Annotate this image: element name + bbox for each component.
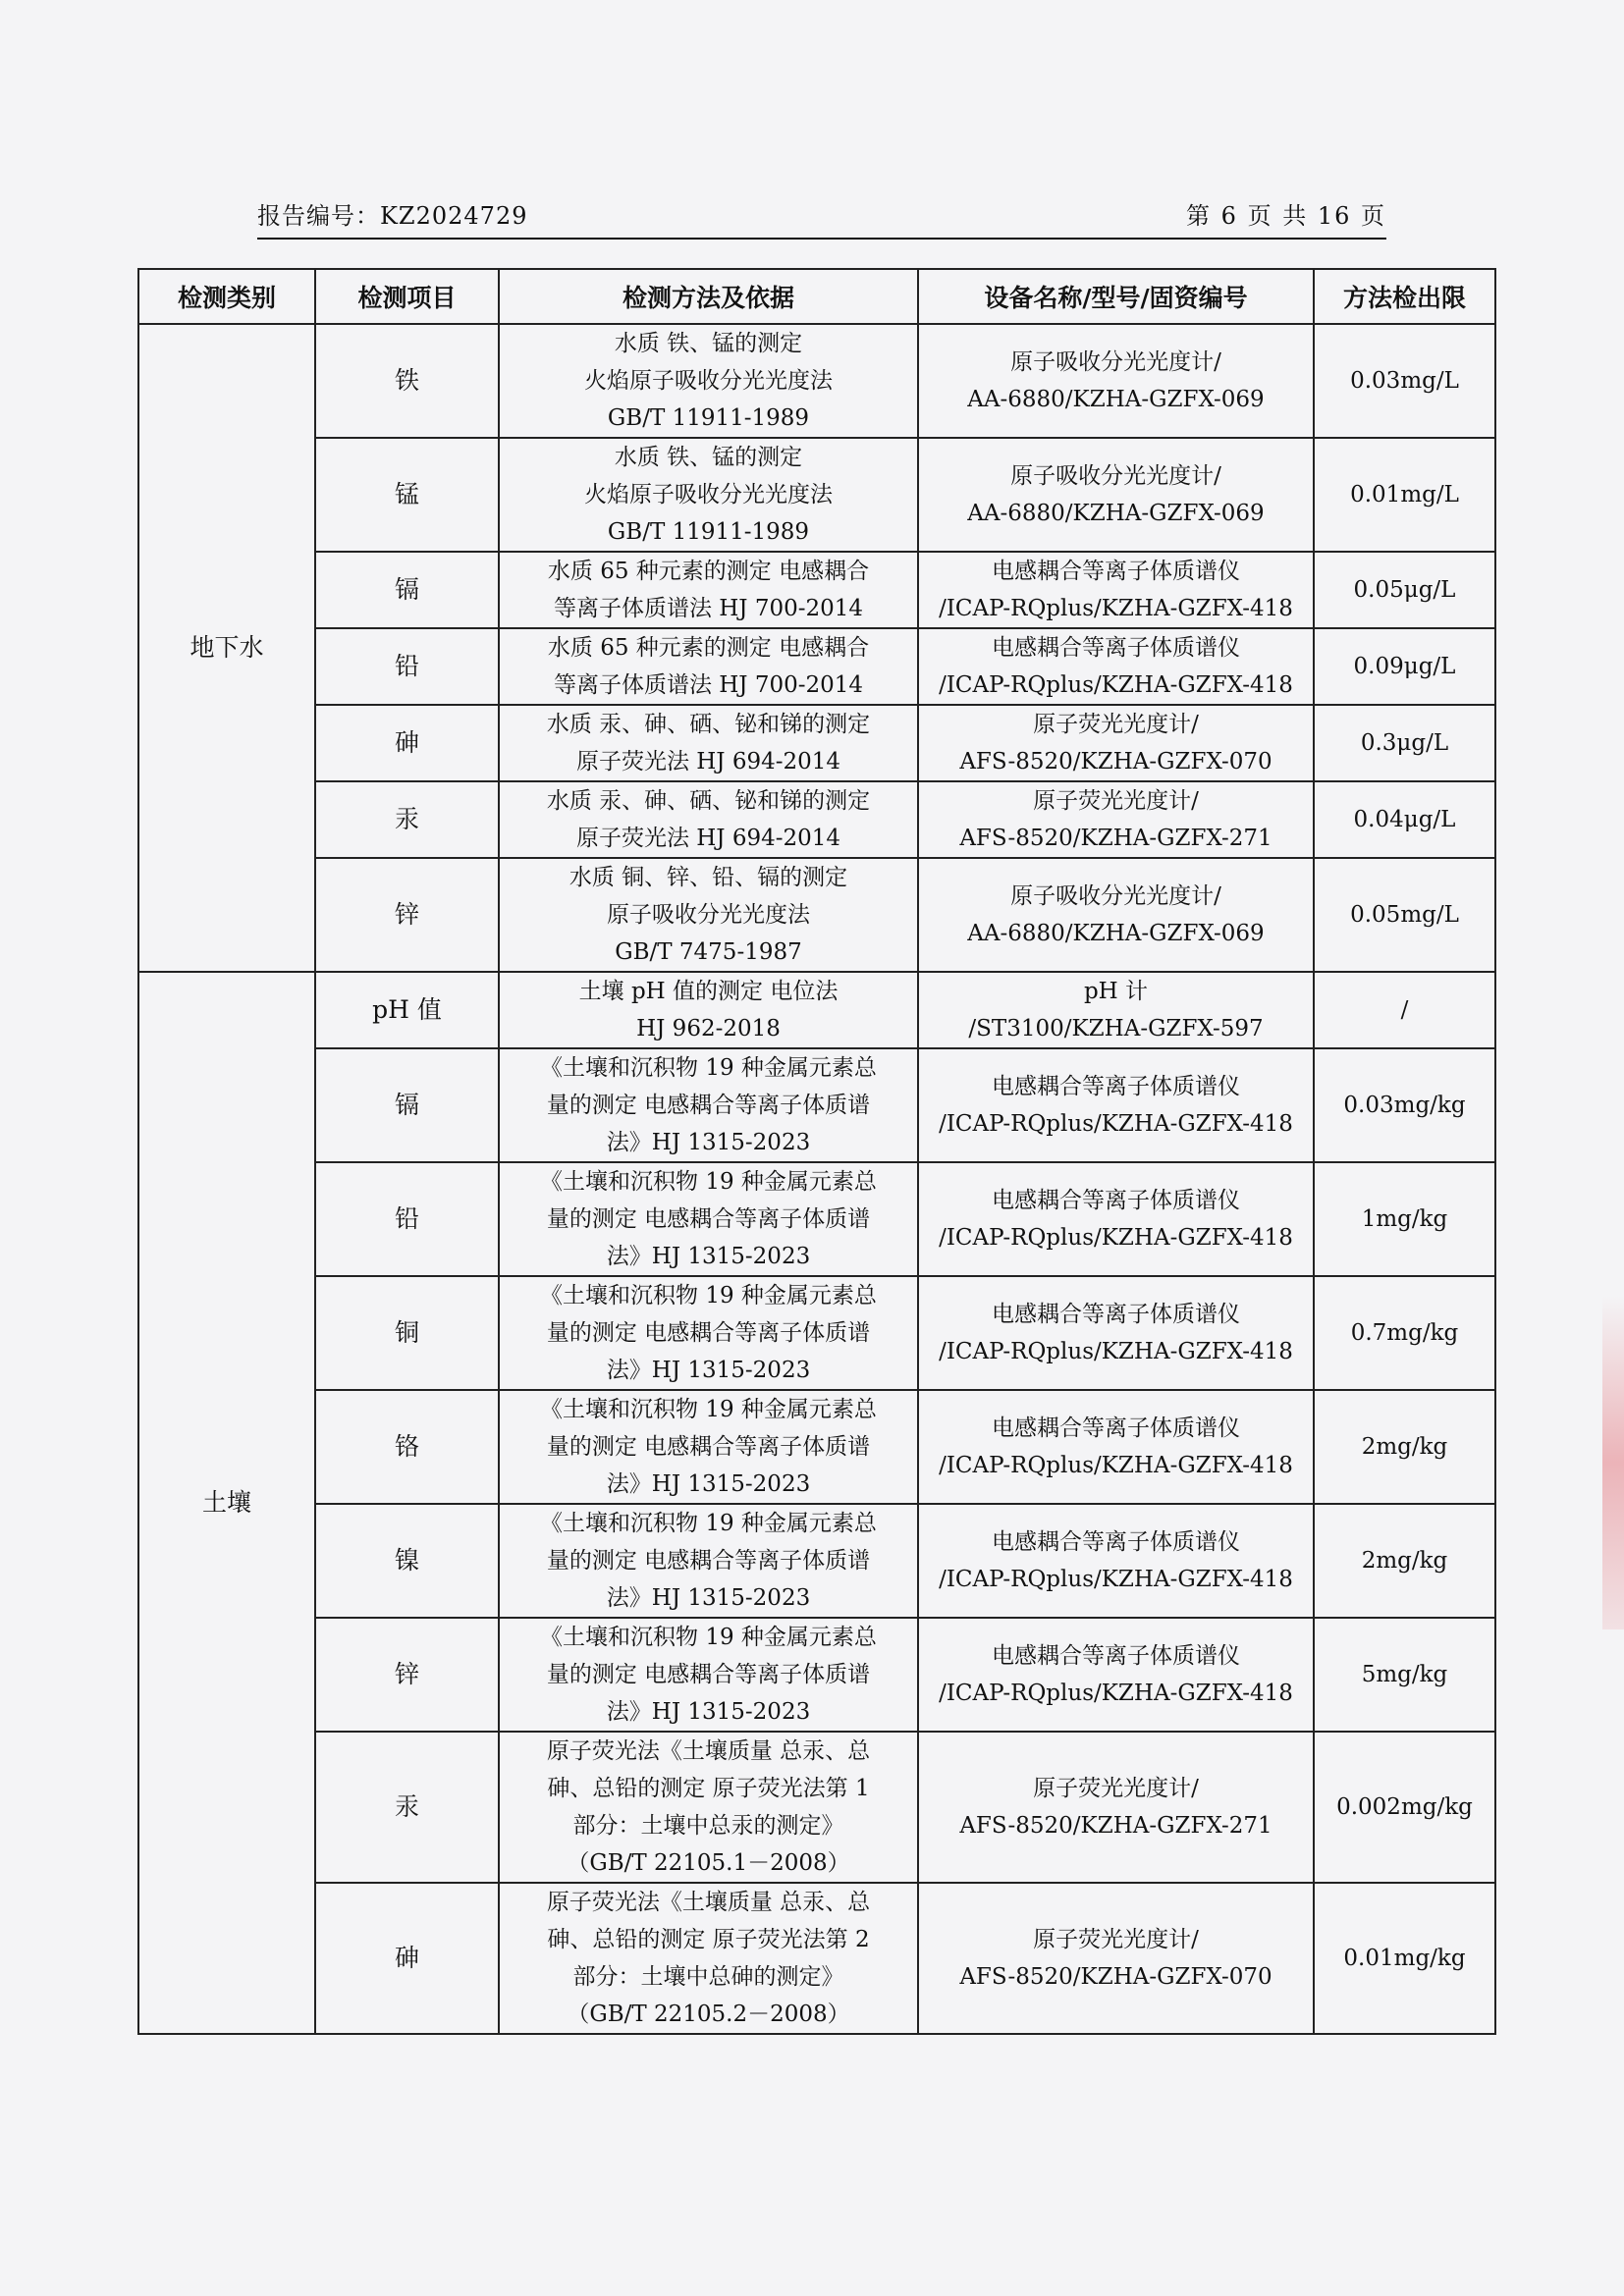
method-line: 水质 铜、锌、铅、镉的测定 (568, 865, 848, 890)
col-header-equipment: 设备名称/型号/固资编号 (918, 269, 1314, 324)
method-cell (499, 1732, 918, 1883)
limit-cell: 0.04μg/L (1314, 781, 1495, 858)
table-row (138, 1883, 1495, 2034)
equipment-cell (918, 1162, 1314, 1276)
item-cell: 镉 (315, 1048, 499, 1162)
method-line: 量的测定 电感耦合等离子体质谱 (546, 1662, 871, 1687)
method-line: 法》HJ 1315-2023 (606, 1585, 811, 1611)
method-line: 量的测定 电感耦合等离子体质谱 (546, 1548, 871, 1574)
table-row (138, 628, 1495, 705)
table-row (138, 972, 1495, 1048)
method-cell (499, 972, 918, 1048)
equipment-line: /ICAP-RQplus/KZHA-GZFX-418 (939, 1681, 1293, 1706)
limit-cell: 0.05μg/L (1314, 552, 1495, 628)
item-cell: 铅 (315, 628, 499, 705)
table-row (138, 1504, 1495, 1618)
equipment-line: 电感耦合等离子体质谱仪 (992, 1188, 1240, 1213)
item-cell: 锰 (315, 438, 499, 552)
detection-methods-table (137, 268, 1496, 2035)
method-line: 量的测定 电感耦合等离子体质谱 (546, 1206, 871, 1232)
equipment-cell (918, 858, 1314, 972)
item-cell: 汞 (315, 781, 499, 858)
method-line: GB/T 11911-1989 (607, 405, 810, 431)
equipment-line: AFS-8520/KZHA-GZFX-070 (959, 749, 1272, 774)
equipment-cell (918, 1732, 1314, 1883)
limit-cell: 0.03mg/kg (1314, 1048, 1495, 1162)
equipment-line: pH 计 (1083, 979, 1149, 1004)
equipment-line: 原子荧光光度计/ (1033, 788, 1199, 814)
item-cell: 锌 (315, 858, 499, 972)
method-line: 法》HJ 1315-2023 (606, 1699, 811, 1725)
method-line: 等离子体质谱法 HJ 700-2014 (553, 596, 864, 621)
table-row (138, 1390, 1495, 1504)
limit-cell: 2mg/kg (1314, 1390, 1495, 1504)
table-row (138, 1162, 1495, 1276)
equipment-line: 电感耦合等离子体质谱仪 (992, 1643, 1240, 1669)
method-line: 水质 65 种元素的测定 电感耦合 (547, 635, 870, 661)
method-line: 砷、总铅的测定 原子荧光法第 1 (547, 1776, 870, 1801)
col-header-method: 检测方法及依据 (499, 269, 918, 324)
method-line: 原子吸收分光光度法 (607, 902, 810, 928)
limit-cell: / (1314, 972, 1495, 1048)
method-line: 水质 铁、锰的测定 (614, 331, 803, 356)
method-line: （GB/T 22105.1－2008） (567, 1850, 850, 1876)
table-row (138, 438, 1495, 552)
item-cell: 砷 (315, 705, 499, 781)
equipment-line: 电感耦合等离子体质谱仪 (992, 1074, 1240, 1099)
equipment-cell (918, 1618, 1314, 1732)
method-cell (499, 781, 918, 858)
equipment-line: 电感耦合等离子体质谱仪 (992, 1529, 1240, 1555)
category-cell: 地下水 (138, 324, 315, 972)
method-line: 水质 汞、砷、硒、铋和锑的测定 (546, 712, 871, 737)
method-line: 法》HJ 1315-2023 (606, 1471, 811, 1497)
equipment-cell (918, 552, 1314, 628)
method-cell (499, 1162, 918, 1276)
item-cell: 汞 (315, 1732, 499, 1883)
limit-cell: 0.002mg/kg (1314, 1732, 1495, 1883)
method-line: 法》HJ 1315-2023 (606, 1130, 811, 1155)
equipment-line: AA-6880/KZHA-GZFX-069 (967, 501, 1265, 526)
equipment-cell (918, 628, 1314, 705)
method-line: 砷、总铅的测定 原子荧光法第 2 (547, 1927, 870, 1952)
report-number: 报告编号：KZ2024729 (257, 202, 528, 230)
method-line: GB/T 7475-1987 (615, 939, 802, 965)
equipment-line: /ST3100/KZHA-GZFX-597 (968, 1016, 1264, 1041)
limit-cell: 2mg/kg (1314, 1504, 1495, 1618)
table-row (138, 1276, 1495, 1390)
equipment-line: 电感耦合等离子体质谱仪 (992, 635, 1240, 661)
method-line: 原子荧光法《土壤质量 总汞、总 (546, 1890, 871, 1915)
equipment-line: /ICAP-RQplus/KZHA-GZFX-418 (939, 1225, 1293, 1251)
page-info: 第 6 页 共 16 页 (1186, 202, 1386, 230)
table-row (138, 781, 1495, 858)
limit-cell: 0.01mg/L (1314, 438, 1495, 552)
item-cell: 镍 (315, 1504, 499, 1618)
method-cell (499, 1276, 918, 1390)
equipment-cell (918, 1504, 1314, 1618)
method-line: 《土壤和沉积物 19 种金属元素总 (540, 1283, 877, 1308)
col-header-category: 检测类别 (138, 269, 315, 324)
table-row (138, 552, 1495, 628)
table-row (138, 324, 1495, 438)
limit-cell: 0.3μg/L (1314, 705, 1495, 781)
method-line: 原子荧光法《土壤质量 总汞、总 (546, 1738, 871, 1764)
equipment-cell (918, 1276, 1314, 1390)
method-line: 原子荧光法 HJ 694-2014 (575, 826, 841, 851)
method-cell (499, 858, 918, 972)
method-cell (499, 1048, 918, 1162)
equipment-line: /ICAP-RQplus/KZHA-GZFX-418 (939, 1453, 1293, 1478)
equipment-line: AFS-8520/KZHA-GZFX-271 (959, 1813, 1272, 1839)
method-line: 《土壤和沉积物 19 种金属元素总 (540, 1169, 877, 1195)
item-cell: 铬 (315, 1390, 499, 1504)
method-cell (499, 628, 918, 705)
equipment-line: /ICAP-RQplus/KZHA-GZFX-418 (939, 1111, 1293, 1137)
method-line: 量的测定 电感耦合等离子体质谱 (546, 1093, 871, 1118)
method-cell (499, 1883, 918, 2034)
method-cell (499, 324, 918, 438)
limit-cell: 0.09μg/L (1314, 628, 1495, 705)
item-cell: 镉 (315, 552, 499, 628)
method-line: 部分：土壤中总砷的测定》 (572, 1964, 844, 1990)
table-row (138, 1732, 1495, 1883)
limit-cell: 1mg/kg (1314, 1162, 1495, 1276)
method-line: 火焰原子吸收分光光度法 (584, 482, 833, 507)
equipment-line: AFS-8520/KZHA-GZFX-271 (959, 826, 1272, 851)
table-row (138, 858, 1495, 972)
equipment-line: 原子荧光光度计/ (1033, 1927, 1199, 1952)
method-line: 法》HJ 1315-2023 (606, 1358, 811, 1383)
table-row (138, 1048, 1495, 1162)
col-header-item: 检测项目 (315, 269, 499, 324)
item-cell: 铅 (315, 1162, 499, 1276)
method-line: 土壤 pH 值的测定 电位法 (578, 979, 839, 1004)
item-cell: 铁 (315, 324, 499, 438)
method-cell (499, 552, 918, 628)
equipment-line: 原子吸收分光光度计/ (1010, 349, 1221, 375)
equipment-line: 原子荧光光度计/ (1033, 1776, 1199, 1801)
equipment-cell (918, 705, 1314, 781)
equipment-line: /ICAP-RQplus/KZHA-GZFX-418 (939, 596, 1293, 621)
equipment-line: /ICAP-RQplus/KZHA-GZFX-418 (939, 1567, 1293, 1592)
equipment-line: AA-6880/KZHA-GZFX-069 (967, 387, 1265, 412)
equipment-line: /ICAP-RQplus/KZHA-GZFX-418 (939, 1339, 1293, 1364)
limit-cell: 0.03mg/L (1314, 324, 1495, 438)
limit-cell: 5mg/kg (1314, 1618, 1495, 1732)
equipment-cell (918, 781, 1314, 858)
equipment-cell (918, 324, 1314, 438)
equipment-line: 原子荧光光度计/ (1033, 712, 1199, 737)
equipment-line: AA-6880/KZHA-GZFX-069 (967, 921, 1265, 946)
method-line: GB/T 11911-1989 (607, 519, 810, 545)
method-line: 原子荧光法 HJ 694-2014 (575, 749, 841, 774)
item-cell: 砷 (315, 1883, 499, 2034)
equipment-line: 电感耦合等离子体质谱仪 (992, 1302, 1240, 1327)
equipment-cell (918, 438, 1314, 552)
item-cell: pH 值 (315, 972, 499, 1048)
equipment-cell (918, 1883, 1314, 2034)
item-cell: 锌 (315, 1618, 499, 1732)
equipment-line: 电感耦合等离子体质谱仪 (992, 1415, 1240, 1441)
equipment-line: AFS-8520/KZHA-GZFX-070 (959, 1964, 1272, 1990)
item-cell: 铜 (315, 1276, 499, 1390)
method-cell (499, 705, 918, 781)
equipment-cell (918, 1390, 1314, 1504)
method-line: HJ 962-2018 (636, 1016, 781, 1041)
method-line: 等离子体质谱法 HJ 700-2014 (553, 672, 864, 698)
method-line: 水质 汞、砷、硒、铋和锑的测定 (546, 788, 871, 814)
equipment-line: 原子吸收分光光度计/ (1010, 463, 1221, 489)
method-line: 水质 65 种元素的测定 电感耦合 (547, 559, 870, 584)
method-cell (499, 1390, 918, 1504)
method-cell (499, 438, 918, 552)
method-line: 部分：土壤中总汞的测定》 (572, 1813, 844, 1839)
table-header-row (138, 269, 1495, 324)
method-line: 法》HJ 1315-2023 (606, 1244, 811, 1269)
limit-cell: 0.01mg/kg (1314, 1883, 1495, 2034)
method-line: 《土壤和沉积物 19 种金属元素总 (540, 1625, 877, 1650)
method-cell (499, 1504, 918, 1618)
red-stamp-edge (1602, 1296, 1624, 1629)
equipment-cell (918, 972, 1314, 1048)
category-cell: 土壤 (138, 972, 315, 2034)
table-row (138, 1618, 1495, 1732)
limit-cell: 0.7mg/kg (1314, 1276, 1495, 1390)
method-line: 《土壤和沉积物 19 种金属元素总 (540, 1055, 877, 1081)
table-row (138, 705, 1495, 781)
equipment-line: 电感耦合等离子体质谱仪 (992, 559, 1240, 584)
method-line: 量的测定 电感耦合等离子体质谱 (546, 1434, 871, 1460)
method-line: 量的测定 电感耦合等离子体质谱 (546, 1320, 871, 1346)
method-line: 水质 铁、锰的测定 (614, 445, 803, 470)
method-line: （GB/T 22105.2－2008） (567, 2002, 850, 2027)
report-header (257, 194, 1386, 240)
equipment-line: 原子吸收分光光度计/ (1010, 883, 1221, 909)
col-header-limit: 方法检出限 (1314, 269, 1495, 324)
method-line: 《土壤和沉积物 19 种金属元素总 (540, 1397, 877, 1422)
method-cell (499, 1618, 918, 1732)
equipment-cell (918, 1048, 1314, 1162)
limit-cell: 0.05mg/L (1314, 858, 1495, 972)
equipment-line: /ICAP-RQplus/KZHA-GZFX-418 (939, 672, 1293, 698)
method-line: 火焰原子吸收分光光度法 (584, 368, 833, 394)
method-line: 《土壤和沉积物 19 种金属元素总 (540, 1511, 877, 1536)
